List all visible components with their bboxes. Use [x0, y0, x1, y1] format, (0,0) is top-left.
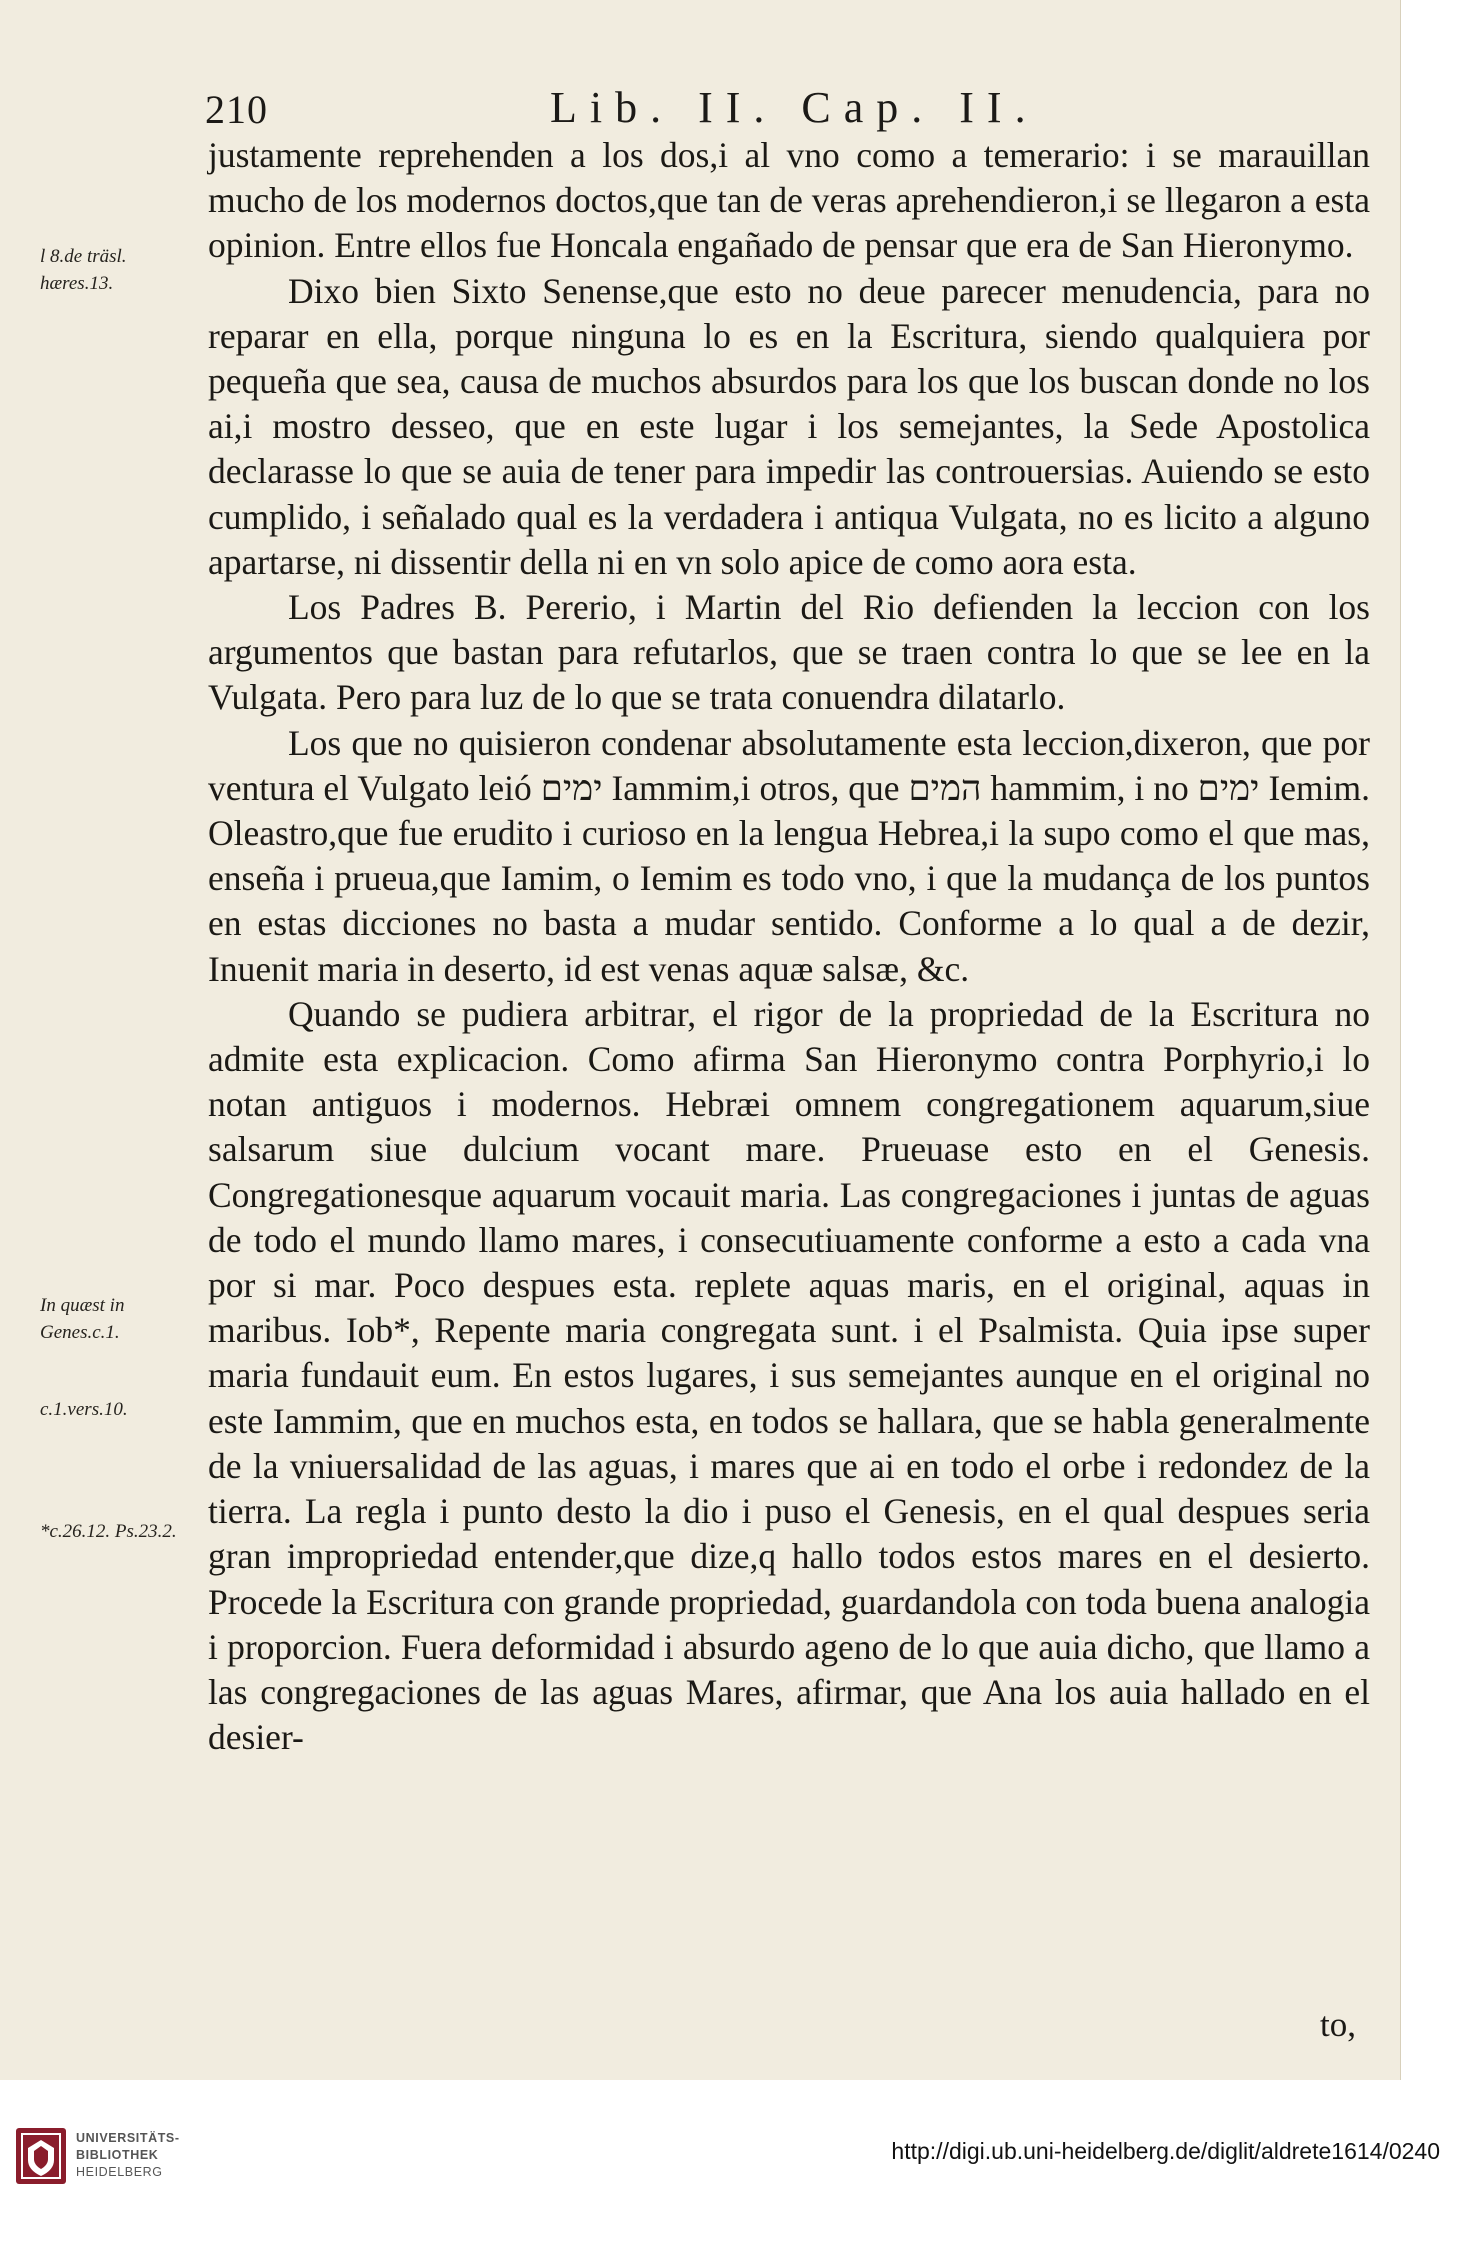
folio-number: 210	[205, 87, 268, 132]
library-name-line-3: HEIDELBERG	[76, 2165, 163, 2179]
catchword: to,	[1320, 2005, 1356, 2044]
library-logo[interactable]	[14, 2126, 234, 2202]
paragraph-2: Dixo bien Sixto Senense,que esto no deue parecer menudencia, para no reparar en ella, porque ninguna lo es en la Escritura, siendo qualquiera por pequeña que sea, causa de muchos absurdos para los que los buscan donde no los ai,i mostro desseo, que en este lugar i los semejantes, la Sede Apostolica declarasse lo que se auia de tener para impedir las controuersias. Auiendo se esto cumplido, i señalado qual es la verdadera i antiqua Vulgata, no es licito a alguno apartarse, ni dissentir della ni en vn solo apice de como aora esta.	[208, 270, 1370, 582]
paragraph-1: justamente reprehenden a los dos,i al vno como a temerario: i se marauillan mucho de los modernos doctos,que tan de veras aprehendieron,i se llegaron a esta opinion. Entre ellos fue Honcala engañado de pensar que era de San Hieronymo.	[208, 135, 1370, 266]
library-name-line-2: BIBLIOTHEK	[76, 2148, 159, 2162]
viewer-footer	[0, 2080, 1458, 2242]
marginal-note-4: *c.26.12. Ps.23.2.	[40, 1521, 177, 1542]
paragraph-3: Los Padres B. Pererio, i Martin del Rio defienden la leccion con los argumentos que bastan para refutarlos, que se traen contra lo que se lee en la Vulgata. Pero para luz de lo que se trata conuendra dilatarlo.	[208, 587, 1370, 718]
paragraph-5: Quando se pudiera arbitrar, el rigor de la propriedad de la Escritura no admite esta explicacion. Como afirma San Hieronymo contra Porphyrio,i lo notan antiguos i modernos. Hebræi omnem congregationem aquarum,siue salsarum siue dulcium vocant mare. Prueuase esto en el Genesis. Congregationesque aquarum vocauit maria. Las congregaciones i juntas de aguas de todo el mundo llamo mares, i consecutiuamente conforme a esto a cada vna por si mar. Poco despues esta. replete aquas maris, en el original, aquas in maribus. Iob*, Repente maria congregata sunt. i el Psalmista. Quia ipse super maria fundauit eum. En estos lugares, i sus semejantes aunque en el original no este Iammim, que en muchos esta, en todos se hallara, que se habla generalmente de la vniuersalidad de las aguas, i mares que ai en todo el orbe i redondez de la tierra. La regla i punto desto la dio i puso el Genesis, en el qual despues seria gran impropriedad entender,que dize,q hallo todos estos mares en el desierto. Procede la Escritura con grande propriedad, guardandola con toda buena analogia i proporcion. Fuera deformidad i absurdo ageno de lo que auia dicho, que llamo a las congregaciones de las aguas Mares, afirmar, que Ana los auia hallado en el desier-	[208, 993, 1370, 1758]
library-seal-icon	[14, 2126, 68, 2186]
running-head	[205, 82, 1345, 132]
library-name	[76, 2130, 246, 2181]
permalink-url[interactable]: http://digi.ub.uni-heidelberg.de/diglit/aldrete1614/0240	[891, 2138, 1440, 2164]
marginal-note-3: c.1.vers.10.	[40, 1399, 128, 1420]
marginal-note-1: l 8.de träsl. hæres.13.	[40, 246, 127, 294]
paragraph-4: Los que no quisieron condenar absolutamente esta leccion,dixeron, que por ventura el Vulgato leió ימים Iammim,i otros, que המים hammim, i no ימים Iemim. Oleastro,que fue erudito i curioso en la lengua Hebrea,i la supo como el que mas, enseña i prueua,que Iamim, o Iemim es todo vno, i que la mudança de los puntos en estas dicciones no basta a mudar sentido. Conforme a lo qual a de dezir, Inuenit maria in deserto, id est venas aquæ salsæ, &c.	[208, 722, 1370, 989]
running-title: Lib. II. Cap. II.	[550, 83, 1039, 132]
library-name-line-1: UNIVERSITÄTS-	[76, 2131, 180, 2145]
marginal-note-2: In quæst in Genes.c.1.	[40, 1295, 125, 1343]
body-text	[208, 133, 1370, 1760]
